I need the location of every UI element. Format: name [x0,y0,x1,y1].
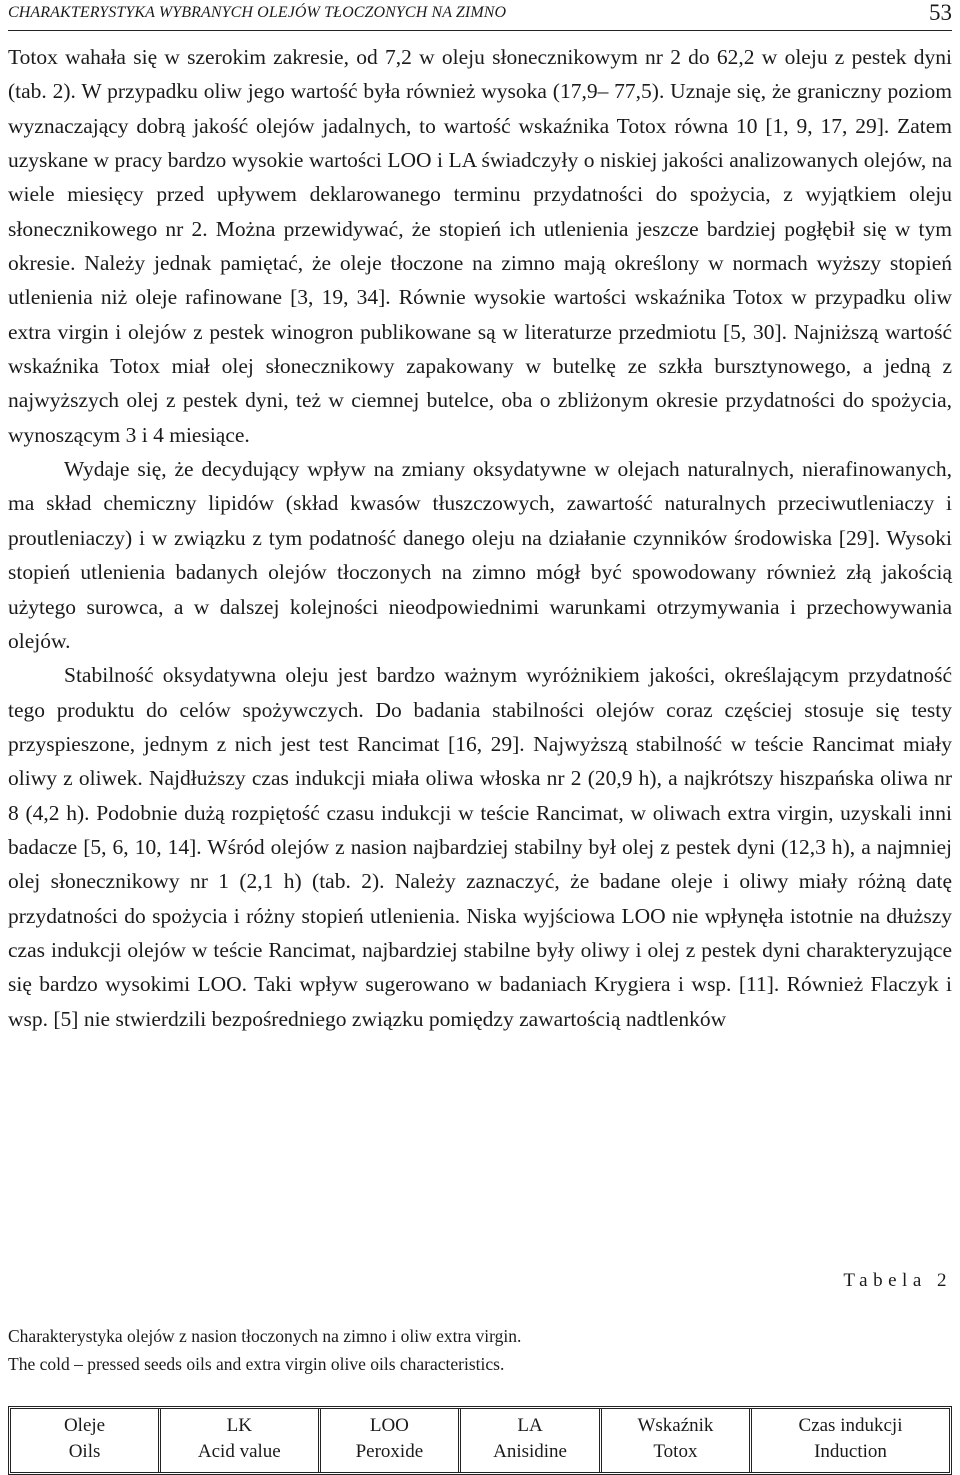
page-number: 53 [929,0,952,25]
table-caption [8,1322,521,1378]
running-title: CHARAKTERYSTYKA WYBRANYCH OLEJÓW TŁOCZONYCH NA ZIMNO [8,4,507,21]
header-acid-value-en: Acid value [197,1441,281,1462]
header-induction-en: Induction [814,1441,887,1462]
paragraph-1: Totox wahała się w szerokim zakresie, od 7,2 w oleju słonecznikowym nr 2 do 62,2 w oleju z pestek dyni (tab. 2). W przypadku oliw jego wartość była również wysoka (17,9– 77,5). Uznaje się, że graniczny poziom wyznaczający dobrą jakość olejów jadalnych, to wartość wskaźnika Totox równa 10 [1, 9, 17, 29]. Zatem uzyskane w pracy bardzo wysokie wartości LOO i LA świadczyły o niskiej jakości analizowanych olejów, na wiele miesięcy przed upływem deklarowanego terminu przydatności do spożycia, z wyjątkiem oleju słonecznikowego nr 2. Można przewidywać, że stopień ich utlenienia jeszcze bardziej pogłębił się w tym okresie. Należy jednak pamiętać, że oleje tłoczone na zimno mają określony w normach wyższy stopień utlenienia niż oleje rafinowane [3, 19, 34]. Równie wysokie wartości wskaźnika Totox w przypadku oliw extra virgin i olejów z pestek winogron publikowane są w literaturze przedmiotu [5, 30]. Najniższą wartość wskaźnika Totox miał olej słonecznikowy zapakowany w butelkę ze szkła bursztynowego, a jedną z najwyższych olej z pestek dyni, też w ciemnej butelce, oba o zbliżonym okresie przydatności do spożycia, wynoszącym 3 i 4 miesiące. [8,45,952,447]
body-text [8,40,952,1036]
header-anisidine [461,1409,602,1472]
data-table [8,1406,952,1475]
paragraph-3: Stabilność oksydatywna oleju jest bardzo ważnym wyróżnikiem jakości, określającym przydatność tego produktu do celów spożywczych. Do badania stabilności olejów coraz częściej stosuje się testy przyspieszone, jednym z nich jest test Rancimat [16, 29]. Najwyższą stabilność w teście Rancimat miały oliwy z oliwek. Najdłuższy czas indukcji miała oliwa włoska nr 2 (20,9 h), a najkrótszy hiszpańska oliwa nr 8 (4,2 h). Podobnie dużą rozpiętość czasu indukcji w teście Rancimat, w oliwach extra virgin, uzyskali inni badacze [5, 6, 10, 14]. Wśród olejów z nasion najbardziej stabilny był olej z pestek dyni (12,3 h), a najmniej olej słonecznikowy nr 1 (2,1 h) (tab. 2). Należy zaznaczyć, że badane oleje i oliwy miały różną datę przydatności do spożycia i różny stopień utlenienia. Niska wyjściowa LOO nie wpłynęła istotnie na dłuższy czas indukcji olejów w teście Rancimat, najbardziej stabilne były oliwy i olej z pestek dyni charakteryzujące się bardzo wysokimi LOO. Taki wpływ sugerowano w badaniach Krygiera i wsp. [11]. Również Flaczyk i wsp. [5] nie stwierdzili bezpośredniego związku pomiędzy zawartością nadtlenków [8,663,952,1031]
header-acid-value [161,1409,320,1472]
running-header [8,0,952,31]
header-induction-pl: Czas indukcji [798,1415,903,1436]
header-oils-pl: Oleje [63,1415,106,1436]
header-peroxide [321,1409,462,1472]
table-label: Tabela 2 [843,1270,952,1291]
table-header-row [11,1409,949,1472]
header-totox-pl: Wskaźnik [637,1415,714,1436]
header-oils [11,1409,161,1472]
header-anisidine-en: Anisidine [493,1441,567,1462]
header-peroxide-pl: LOO [369,1415,409,1436]
paragraph-2: Wydaje się, że decydujący wpływ na zmiany oksydatywne w olejach naturalnych, nierafinowanych, ma skład chemiczny lipidów (skład kwasów tłuszczowych, zawartość naturalnych przeciwutleniaczy i proutleniaczy) i w związku z tym podatność danego oleju na działanie czynników środowiska [29]. Wysoki stopień utlenienia badanych olejów tłoczonych na zimno mógł być spowodowany również złą jakością użytego surowca, a w dalszej kolejności nieodpowiednimi warunkami otrzymywania i przechowywania olejów. [8,457,952,653]
header-anisidine-pl: LA [517,1415,543,1436]
caption-polish: Charakterystyka olejów z nasion tłoczonych na zimno i oliw extra virgin. [8,1326,522,1346]
header-induction [752,1409,949,1472]
header-oils-en: Oils [68,1441,101,1462]
header-totox-en: Totox [653,1441,698,1462]
caption-english: The cold – pressed seeds oils and extra virgin olive oils characteristics. [8,1354,505,1374]
header-peroxide-en: Peroxide [355,1441,424,1462]
header-acid-value-pl: LK [226,1415,252,1436]
header-totox [602,1409,752,1472]
